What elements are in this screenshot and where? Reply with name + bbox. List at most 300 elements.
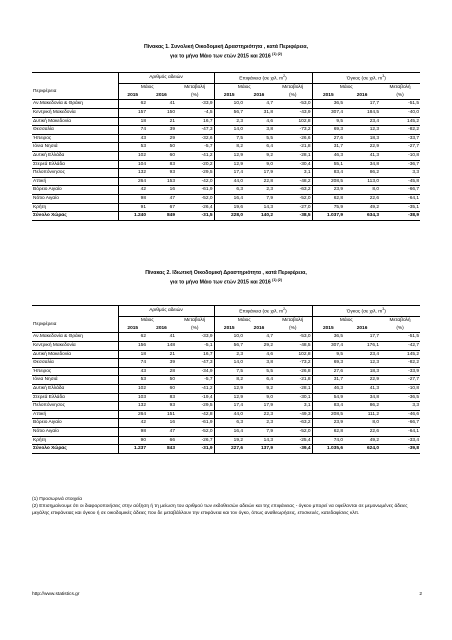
value-cell: 29 xyxy=(147,134,176,143)
value-cell: 41 xyxy=(147,333,176,342)
table2-header-year-2016: 2016 xyxy=(147,325,176,333)
value-cell: 62,8 xyxy=(312,194,344,203)
table-row xyxy=(32,194,420,203)
value-cell: 307,4 xyxy=(312,341,344,350)
value-cell: 12,9 xyxy=(214,151,244,160)
region-cell: Θεσσαλία xyxy=(32,359,118,368)
table1-title-line2 xyxy=(0,51,452,61)
value-cell: 41 xyxy=(147,100,176,109)
table-row xyxy=(32,333,420,342)
value-cell: 2,3 xyxy=(244,186,274,195)
value-cell: 36,5 xyxy=(312,100,344,109)
region-cell: Δυτική Μακεδονία xyxy=(32,350,118,359)
value-cell: -5,7 xyxy=(176,376,214,385)
value-cell: 16,4 xyxy=(214,194,244,203)
value-cell: 50 xyxy=(147,376,176,385)
value-cell: -49,3 xyxy=(274,410,312,419)
region-cell: Νότιο Αιγαίο xyxy=(32,194,118,203)
table-row xyxy=(32,436,420,445)
value-cell: 83 xyxy=(147,393,176,402)
value-cell: 1.240 xyxy=(118,212,147,221)
value-cell: 849 xyxy=(147,212,176,221)
table2-header-area xyxy=(214,306,312,317)
region-cell: Ιόνια Νησιά xyxy=(32,376,118,385)
table1-header-year-2015: 2015 xyxy=(214,92,244,100)
table1-header-year-2015: 2015 xyxy=(312,92,344,100)
table2-header-may: Μάιος xyxy=(214,317,274,325)
value-cell: 39 xyxy=(147,126,176,135)
value-cell: 86,2 xyxy=(344,402,380,411)
value-cell: 4,6 xyxy=(244,117,274,126)
value-cell: 19,6 xyxy=(214,203,244,212)
value-cell: -29,5 xyxy=(176,169,214,178)
table-row xyxy=(32,427,420,436)
value-cell: 17,9 xyxy=(244,402,274,411)
table1-header-change: Μεταβολή xyxy=(282,85,304,91)
value-cell: 60 xyxy=(147,384,176,393)
table-row xyxy=(32,151,420,160)
value-cell: -52,0 xyxy=(274,194,312,203)
value-cell: 12,9 xyxy=(214,160,244,169)
value-cell: 83 xyxy=(147,160,176,169)
value-cell: 4,6 xyxy=(244,350,274,359)
value-cell: -27,7 xyxy=(380,143,420,152)
table1-header-volume xyxy=(312,73,420,84)
value-cell: 9,0 xyxy=(244,160,274,169)
value-cell: -21,8 xyxy=(274,376,312,385)
value-cell: 34,8 xyxy=(344,393,380,402)
table1-header-may: Μάιος xyxy=(312,84,380,92)
table2-header-may: Μάιος xyxy=(118,317,176,325)
value-cell: 12,9 xyxy=(214,384,244,393)
table1-header-change: Μεταβολή xyxy=(389,85,411,91)
region-cell: Πελοπόννησος xyxy=(32,402,118,411)
value-cell: 227,6 xyxy=(214,445,244,454)
value-cell: 46,3 xyxy=(312,151,344,160)
table1-header-area xyxy=(214,73,312,84)
region-cell: Αν.Μακεδονία & Θράκη xyxy=(32,333,118,342)
value-cell: -34,9 xyxy=(176,367,214,376)
region-cell: Βόρειο Αιγαίο xyxy=(32,186,118,195)
value-cell: 31,7 xyxy=(312,376,344,385)
value-cell: 14,0 xyxy=(214,126,244,135)
value-cell: 17,4 xyxy=(214,402,244,411)
table1-title-line1: Πίνακας 1. Συνολική Οικοδομική Δραστηριότητα , κατά Περιφέρεια, xyxy=(143,44,309,50)
value-cell: 150 xyxy=(147,108,176,117)
value-cell: -52,0 xyxy=(176,194,214,203)
value-cell: -5,7 xyxy=(176,143,214,152)
region-cell: Αττική xyxy=(32,177,118,186)
value-cell: 104 xyxy=(118,160,147,169)
table2-header-year-2015: 2015 xyxy=(312,325,344,333)
table1-header-pct: (%) xyxy=(380,92,420,100)
table-row xyxy=(32,410,420,419)
table2-header-volume-sup: 3 xyxy=(382,307,385,311)
table1-body xyxy=(32,100,420,220)
value-cell: 49,2 xyxy=(344,436,380,445)
value-cell: 93 xyxy=(147,169,176,178)
value-cell: 6,3 xyxy=(214,419,244,428)
value-cell: -64,1 xyxy=(380,427,420,436)
value-cell: 29,2 xyxy=(244,341,274,350)
value-cell: -31,5 xyxy=(176,212,214,221)
value-cell: 17,9 xyxy=(244,169,274,178)
value-cell: -61,9 xyxy=(176,419,214,428)
value-cell: 62 xyxy=(118,333,147,342)
table-row xyxy=(32,384,420,393)
table2-header-volume-close: ) xyxy=(384,309,386,315)
value-cell: -36,7 xyxy=(380,160,420,169)
value-cell: 157 xyxy=(118,108,147,117)
value-cell: 43 xyxy=(118,134,147,143)
value-cell: 264 xyxy=(118,410,147,419)
table1-header-region: Περιφέρεια xyxy=(32,84,118,100)
value-cell: 3,1 xyxy=(274,169,312,178)
value-cell: 102,8 xyxy=(274,117,312,126)
table1-header-area-text: Επιφάνεια (σε χιλ. m xyxy=(239,76,284,82)
value-cell: 60 xyxy=(147,151,176,160)
value-cell: 74,0 xyxy=(312,436,344,445)
table1-header-area-sup: 2 xyxy=(283,74,286,78)
value-cell: -63,2 xyxy=(274,186,312,195)
value-cell: 102,8 xyxy=(274,350,312,359)
value-cell: 23,4 xyxy=(344,350,380,359)
footer-url-link[interactable]: http://www.statistics.gr xyxy=(32,592,80,597)
region-cell: Δυτική Ελλάδα xyxy=(32,384,118,393)
footnote-1: (1) Προσωρινά στοιχεία xyxy=(32,497,83,502)
table2-header-may: Μάιος xyxy=(312,317,380,325)
value-cell: -64,1 xyxy=(380,194,420,203)
value-cell: 21 xyxy=(147,117,176,126)
table2-header-pct: (%) xyxy=(380,325,420,333)
value-cell: 7,5 xyxy=(214,134,244,143)
value-cell: 12,3 xyxy=(344,126,380,135)
value-cell: 16,4 xyxy=(214,427,244,436)
value-cell: 67 xyxy=(147,203,176,212)
value-cell: -28,1 xyxy=(274,151,312,160)
table2-header-region: Περιφέρεια xyxy=(32,317,118,333)
region-cell: Δυτική Ελλάδα xyxy=(32,151,118,160)
table1-header-may: Μάιος xyxy=(214,84,274,92)
value-cell: 23,4 xyxy=(344,117,380,126)
value-cell: 5,5 xyxy=(244,367,274,376)
value-cell: 8,0 xyxy=(344,186,380,195)
region-cell: Δυτική Μακεδονία xyxy=(32,117,118,126)
value-cell: 7,9 xyxy=(244,194,274,203)
value-cell: 140,2 xyxy=(244,212,274,221)
value-cell: 47 xyxy=(147,194,176,203)
value-cell: 27,6 xyxy=(312,367,344,376)
value-cell: -47,3 xyxy=(176,359,214,368)
value-cell: 8,2 xyxy=(214,143,244,152)
value-cell: 53 xyxy=(118,376,147,385)
value-cell: 148 xyxy=(147,341,176,350)
value-cell: 9,5 xyxy=(312,350,344,359)
value-cell: 50 xyxy=(147,143,176,152)
value-cell: 86,2 xyxy=(344,169,380,178)
value-cell: -52,0 xyxy=(176,427,214,436)
value-cell: 151 xyxy=(147,410,176,419)
region-cell: Βόρειο Αιγαίο xyxy=(32,419,118,428)
table2-title-footnote-ref: (1) (2) xyxy=(272,278,282,282)
value-cell: 16 xyxy=(147,186,176,195)
region-cell: Κεντρική Μακεδονία xyxy=(32,341,118,350)
value-cell: 16,7 xyxy=(176,117,214,126)
value-cell: 2,3 xyxy=(244,419,274,428)
value-cell: -82,2 xyxy=(380,359,420,368)
value-cell: 3,8 xyxy=(244,126,274,135)
value-cell: 9,0 xyxy=(244,393,274,402)
value-cell: 44,0 xyxy=(214,177,244,186)
table2-header-year-2016: 2016 xyxy=(344,325,380,333)
value-cell: 145,2 xyxy=(380,350,420,359)
table-total-row xyxy=(32,445,420,454)
value-cell: -82,2 xyxy=(380,126,420,135)
value-cell: 62 xyxy=(118,100,147,109)
table-row xyxy=(32,160,420,169)
value-cell: 98 xyxy=(118,194,147,203)
value-cell: -63,2 xyxy=(274,419,312,428)
value-cell: 23,9 xyxy=(312,419,344,428)
value-cell: -28,1 xyxy=(274,384,312,393)
value-cell: 176,1 xyxy=(344,341,380,350)
value-cell: 83,4 xyxy=(312,402,344,411)
value-cell: -31,9 xyxy=(176,445,214,454)
table-row xyxy=(32,186,420,195)
value-cell: 1.037,9 xyxy=(312,212,344,221)
table1-header-year-2015: 2015 xyxy=(118,92,147,100)
value-cell: -30,4 xyxy=(274,160,312,169)
value-cell: -26,4 xyxy=(176,203,214,212)
value-cell: -47,3 xyxy=(176,126,214,135)
value-cell: 54,9 xyxy=(312,393,344,402)
region-cell: Ήπειρος xyxy=(32,367,118,376)
table2-header-volume-text: Όγκος (σε χιλ. m xyxy=(346,309,383,315)
value-cell: 12,9 xyxy=(214,393,244,402)
value-cell: -33,9 xyxy=(176,100,214,109)
value-cell: 634,3 xyxy=(344,212,380,221)
table2-title-line1: Πίνακας 2. Ιδιωτική Οικοδομική Δραστηριότητα , κατά Περιφέρεια, xyxy=(145,270,307,276)
value-cell: -39,4 xyxy=(274,445,312,454)
region-cell: Ήπειρος xyxy=(32,134,118,143)
value-cell: -48,5 xyxy=(274,341,312,350)
value-cell: 75,9 xyxy=(312,203,344,212)
value-cell: -53,0 xyxy=(274,333,312,342)
value-cell: 98 xyxy=(118,427,147,436)
value-cell: -32,6 xyxy=(176,134,214,143)
value-cell: 91 xyxy=(118,203,147,212)
table1 xyxy=(32,72,420,221)
table1-header-volume-sup: 3 xyxy=(382,74,385,78)
value-cell: -33,4 xyxy=(380,436,420,445)
value-cell: -51,5 xyxy=(380,333,420,342)
region-cell: Σύνολο Χώρας xyxy=(32,445,118,454)
value-cell: 5,5 xyxy=(244,134,274,143)
table1-title xyxy=(0,44,452,61)
value-cell: 102 xyxy=(118,384,147,393)
value-cell: 31,8 xyxy=(244,108,274,117)
value-cell: 137,9 xyxy=(244,445,274,454)
value-cell: 3,8 xyxy=(244,359,274,368)
table2-header-year-2016: 2016 xyxy=(244,325,274,333)
value-cell: 156 xyxy=(118,341,147,350)
value-cell: 36,5 xyxy=(312,333,344,342)
table2 xyxy=(32,305,420,454)
value-cell: -46,6 xyxy=(380,410,420,419)
value-cell: -38,5 xyxy=(274,212,312,221)
value-cell: 184,5 xyxy=(344,108,380,117)
value-cell: 14,3 xyxy=(244,436,274,445)
value-cell: 4,7 xyxy=(244,100,274,109)
value-cell: 66 xyxy=(147,436,176,445)
value-cell: -36,5 xyxy=(380,393,420,402)
value-cell: -33,7 xyxy=(380,134,420,143)
table-row xyxy=(32,177,420,186)
page-number: 2 xyxy=(419,592,422,597)
value-cell: 17,4 xyxy=(214,169,244,178)
value-cell: 153 xyxy=(147,177,176,186)
value-cell: 23,9 xyxy=(312,186,344,195)
table2-header-year-2015: 2015 xyxy=(118,325,147,333)
value-cell: 69,3 xyxy=(312,359,344,368)
value-cell: -27,7 xyxy=(380,376,420,385)
value-cell: 208,5 xyxy=(312,410,344,419)
table1-title-text: για το μήνα Μάιο των ετών 2015 και 2016 xyxy=(170,53,271,60)
table-row xyxy=(32,359,420,368)
value-cell: -41,2 xyxy=(176,384,214,393)
value-cell: 43 xyxy=(118,367,147,376)
value-cell: 9,5 xyxy=(312,117,344,126)
value-cell: 42 xyxy=(118,186,147,195)
value-cell: 74 xyxy=(118,359,147,368)
table2-title-line2 xyxy=(0,277,452,287)
table2-header-year-2015: 2015 xyxy=(214,325,244,333)
footnotes xyxy=(32,496,422,517)
region-cell: Κρήτη xyxy=(32,436,118,445)
table2-header-volume xyxy=(312,306,420,317)
value-cell: -66,7 xyxy=(380,419,420,428)
value-cell: 55,1 xyxy=(312,160,344,169)
table-row xyxy=(32,402,420,411)
table2-title-text: για το μήνα Μάιο των ετών 2015 και 2016 xyxy=(170,279,271,286)
table1-header-pct: (%) xyxy=(176,92,214,100)
value-cell: 10,0 xyxy=(214,333,244,342)
table1-header-change: Μεταβολή xyxy=(184,85,206,91)
value-cell: 22,3 xyxy=(244,410,274,419)
table1-header-area-close: ) xyxy=(285,76,287,82)
table2-header-change: Μεταβολή xyxy=(389,318,411,324)
value-cell: 21 xyxy=(147,350,176,359)
region-cell: Κρήτη xyxy=(32,203,118,212)
value-cell: 7,5 xyxy=(214,367,244,376)
table-row xyxy=(32,367,420,376)
value-cell: 22,6 xyxy=(344,427,380,436)
value-cell: 62,8 xyxy=(312,427,344,436)
value-cell: 843 xyxy=(147,445,176,454)
value-cell: 18 xyxy=(118,117,147,126)
value-cell: 132 xyxy=(118,402,147,411)
table1-header-year-2016: 2016 xyxy=(147,92,176,100)
value-cell: 3,3 xyxy=(380,402,420,411)
region-cell: Κεντρική Μακεδονία xyxy=(32,108,118,117)
value-cell: 34,8 xyxy=(344,160,380,169)
value-cell: -66,7 xyxy=(380,186,420,195)
value-cell: -5,1 xyxy=(176,341,214,350)
value-cell: 19,2 xyxy=(214,436,244,445)
table1-header-may: Μάιος xyxy=(118,84,176,92)
value-cell: -10,8 xyxy=(380,384,420,393)
table-row xyxy=(32,376,420,385)
value-cell: 624,0 xyxy=(344,445,380,454)
value-cell: 49,2 xyxy=(344,203,380,212)
value-cell: -26,7 xyxy=(176,436,214,445)
value-cell: 22,8 xyxy=(244,177,274,186)
value-cell: -53,0 xyxy=(274,100,312,109)
value-cell: 22,9 xyxy=(344,376,380,385)
value-cell: -38,9 xyxy=(380,212,420,221)
value-cell: -48,2 xyxy=(274,177,312,186)
table2-title xyxy=(0,270,452,287)
value-cell: 1.035,6 xyxy=(312,445,344,454)
value-cell: 18,3 xyxy=(344,367,380,376)
value-cell: 14,3 xyxy=(244,203,274,212)
value-cell: 56,7 xyxy=(214,341,244,350)
value-cell: 47 xyxy=(147,427,176,436)
value-cell: -19,4 xyxy=(176,393,214,402)
region-cell: Νότιο Αιγαίο xyxy=(32,427,118,436)
table2-header-area-close: ) xyxy=(285,309,287,315)
table2-header-pct: (%) xyxy=(176,325,214,333)
value-cell: 264 xyxy=(118,177,147,186)
value-cell: 16 xyxy=(147,419,176,428)
table-row xyxy=(32,134,420,143)
value-cell: 9,2 xyxy=(244,384,274,393)
value-cell: -30,1 xyxy=(274,393,312,402)
value-cell: 9,2 xyxy=(244,151,274,160)
value-cell: 208,5 xyxy=(312,177,344,186)
value-cell: 18,3 xyxy=(344,134,380,143)
value-cell: 90 xyxy=(118,436,147,445)
value-cell: -51,5 xyxy=(380,100,420,109)
value-cell: 22,6 xyxy=(344,194,380,203)
value-cell: -73,2 xyxy=(274,359,312,368)
region-cell: Ιόνια Νησιά xyxy=(32,143,118,152)
value-cell: 111,2 xyxy=(344,410,380,419)
table2-header-area-sup: 2 xyxy=(283,307,286,311)
table2-header-change: Μεταβολή xyxy=(282,318,304,324)
value-cell: 18 xyxy=(118,350,147,359)
value-cell: -20,2 xyxy=(176,160,214,169)
value-cell: 41,3 xyxy=(344,384,380,393)
value-cell: 69,3 xyxy=(312,126,344,135)
value-cell: 17,7 xyxy=(344,333,380,342)
value-cell: -27,0 xyxy=(274,203,312,212)
value-cell: 145,2 xyxy=(380,117,420,126)
value-cell: 6,3 xyxy=(214,186,244,195)
value-cell: -26,8 xyxy=(274,367,312,376)
table2-header-pct: (%) xyxy=(274,325,312,333)
value-cell: -26,6 xyxy=(274,134,312,143)
value-cell: -4,5 xyxy=(176,108,214,117)
value-cell: 102 xyxy=(118,151,147,160)
value-cell: 132 xyxy=(118,169,147,178)
value-cell: 6,4 xyxy=(244,376,274,385)
value-cell: -52,0 xyxy=(274,427,312,436)
table1-title-footnote-ref: (1) (2) xyxy=(272,52,282,56)
value-cell: 53 xyxy=(118,143,147,152)
value-cell: 17,7 xyxy=(344,100,380,109)
table2-body xyxy=(32,333,420,453)
